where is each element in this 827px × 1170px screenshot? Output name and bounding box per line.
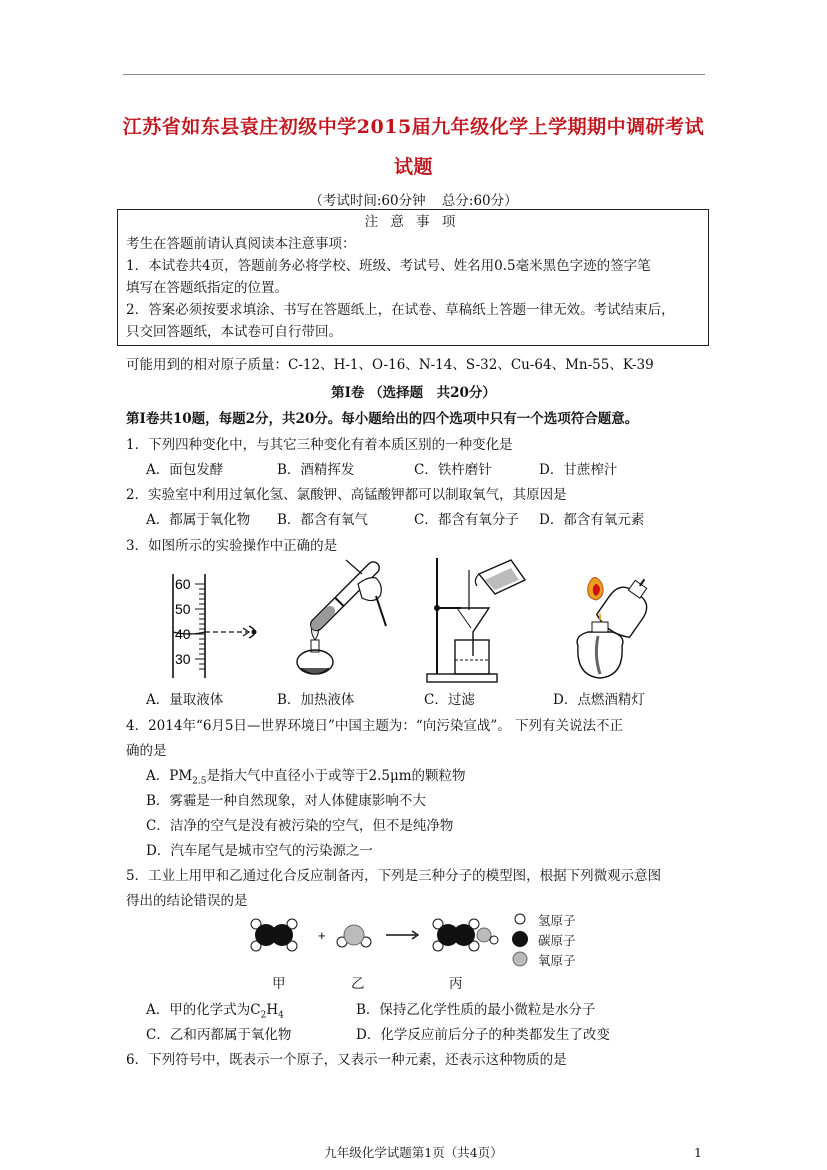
q2-option-d: D．都含有氧元素 [539, 512, 645, 528]
notice-intro: 考生在答题前请认真阅读本注意事项： [126, 236, 356, 252]
notice-item-2b: 只交回答题纸，本试卷可自行带回。 [126, 324, 342, 340]
q3-option-d: D．点燃酒精灯 [553, 692, 645, 708]
molecule-yi [337, 925, 371, 947]
filtration-figure [425, 556, 535, 684]
title-line-1: 江苏省如东县袁庄初级中学2015届九年级化学上学期期中调研考试 [122, 116, 705, 138]
q4-a-subscript: 2.5 [192, 776, 207, 787]
q5-a-sub1: 2 [260, 1010, 267, 1021]
q5-option-c: C．乙和丙都属于氧化物 [146, 1027, 292, 1043]
notice-item-1b: 填写在答题纸指定的位置。 [126, 280, 288, 296]
title-line-2: 试题 [393, 156, 433, 178]
section-instruction: 第Ⅰ卷共10题，每题2分，共20分。每小题给出的四个选项中只有一个选项符合题意。 [126, 411, 639, 427]
molecule-jia [251, 919, 297, 951]
header-rule [123, 74, 705, 75]
alcohol-lamp-figure [560, 566, 660, 684]
section-title: 第Ⅰ卷 （选择题 共20分） [331, 385, 496, 401]
legend-swatches [510, 910, 532, 970]
legend-o-swatch [513, 952, 527, 966]
q4-option-a [146, 764, 466, 787]
q5-stem-a: 5．工业上用甲和乙通过化合反应制备丙，下列是三种分子的模型图，根据下列微观示意图 [126, 868, 662, 884]
notice-item-2a: 2．答案必须按要求填涂、书写在答题纸上，在试卷、草稿纸上答题一律无效。考试结束后， [126, 302, 675, 318]
atomic-masses: 可能用到的相对原子质量：C-12、H-1、O-16、N-14、S-32、Cu-64、Mn-55、K-39 [126, 357, 654, 373]
label-jia: 甲 [272, 976, 286, 992]
label-yi: 乙 [351, 976, 365, 992]
q4-stem-b: 确的是 [126, 743, 167, 759]
legend-h-swatch [515, 914, 525, 924]
q4-option-c: C．洁净的空气是没有被污染的空气，但不是纯净物 [146, 818, 454, 834]
label-bing: 丙 [449, 976, 463, 992]
q6-stem: 6．下列符号中，既表示一个原子，又表示一种元素，还表示这种物质的是 [126, 1052, 567, 1068]
q1-option-d: D．甘蔗榨汁 [539, 462, 618, 478]
legend-h-label: 氢原子 [538, 913, 576, 928]
q2-stem: 2．实验室中利用过氧化氢、氯酸钾、高锰酸钾都可以制取氧气，其原因是 [126, 487, 567, 503]
graduated-cylinder-figure [165, 572, 275, 682]
q3-option-c: C．过滤 [424, 692, 475, 708]
q1-option-a: A．面包发酵 [146, 462, 224, 478]
q5-option-d: D．化学反应前后分子的种类都发生了改变 [356, 1027, 610, 1043]
q4-option-b: B．雾霾是一种自然现象，对人体健康影响不大 [146, 793, 426, 809]
q3-option-a: A．量取液体 [146, 692, 224, 708]
notice-item-1a: 1．本试卷共4页，答题前务必将学校、班级、考试号、姓名用0.5毫米黑色字迹的签字笔 [126, 258, 651, 274]
notice-heading: 注 意 事 项 [364, 214, 460, 230]
tick-30: 30 [175, 651, 191, 667]
page-footer: 九年级化学试题第1页（共4页） [324, 1145, 503, 1160]
page-number: 1 [694, 1145, 702, 1160]
q4-stem-a: 4．2014年“6月5日—世界环境日”中国主题为：“向污染宣战”。 下列有关说法不正 [126, 718, 624, 734]
tick-50: 50 [175, 601, 191, 617]
q2-option-a: A．都属于氧化物 [146, 512, 251, 528]
legend-o-label: 氧原子 [538, 953, 576, 968]
exam-info [0, 189, 827, 209]
molecule-diagram [248, 912, 518, 960]
exam-time: （考试时间:60分钟 [309, 193, 426, 209]
total-score: 总分:60分） [441, 193, 518, 209]
q1-option-b: B．酒精挥发 [277, 462, 355, 478]
tick-60: 60 [175, 576, 191, 592]
q5-a-mid: H [266, 1002, 279, 1018]
legend-c-swatch [512, 931, 528, 947]
q2-option-b: B．都含有氧气 [277, 512, 368, 528]
molecule-bing [433, 919, 498, 951]
q5-a-prefix: A．甲的化学式为C [146, 1002, 261, 1018]
tick-40: 40 [175, 626, 191, 642]
q1-option-c: C．铁杵磨针 [414, 462, 492, 478]
plus-sign: + [318, 928, 326, 943]
notice-box [117, 209, 709, 346]
legend-c-label: 碳原子 [538, 933, 576, 948]
q4-a-text: 是指大气中直径小于或等于2.5μm的颗粒物 [206, 768, 466, 784]
q2-option-c: C．都含有氧分子 [414, 512, 519, 528]
q3-option-b: B．加热液体 [277, 692, 355, 708]
q4-option-d: D．汽车尾气是城市空气的污染源之一 [146, 843, 373, 859]
q4-a-prefix: A．PM [146, 768, 193, 784]
q5-stem-b: 得出的结论错误的是 [126, 893, 248, 909]
q3-stem: 3．如图所示的实验操作中正确的是 [126, 538, 338, 554]
heating-liquid-figure [288, 556, 398, 684]
q5-a-sub2: 4 [278, 1010, 284, 1021]
q5-option-a [146, 998, 284, 1021]
q1-stem: 1．下列四种变化中，与其它三种变化有着本质区别的一种变化是 [126, 437, 513, 453]
q5-option-b: B．保持乙化学性质的最小微粒是水分子 [356, 1002, 596, 1018]
